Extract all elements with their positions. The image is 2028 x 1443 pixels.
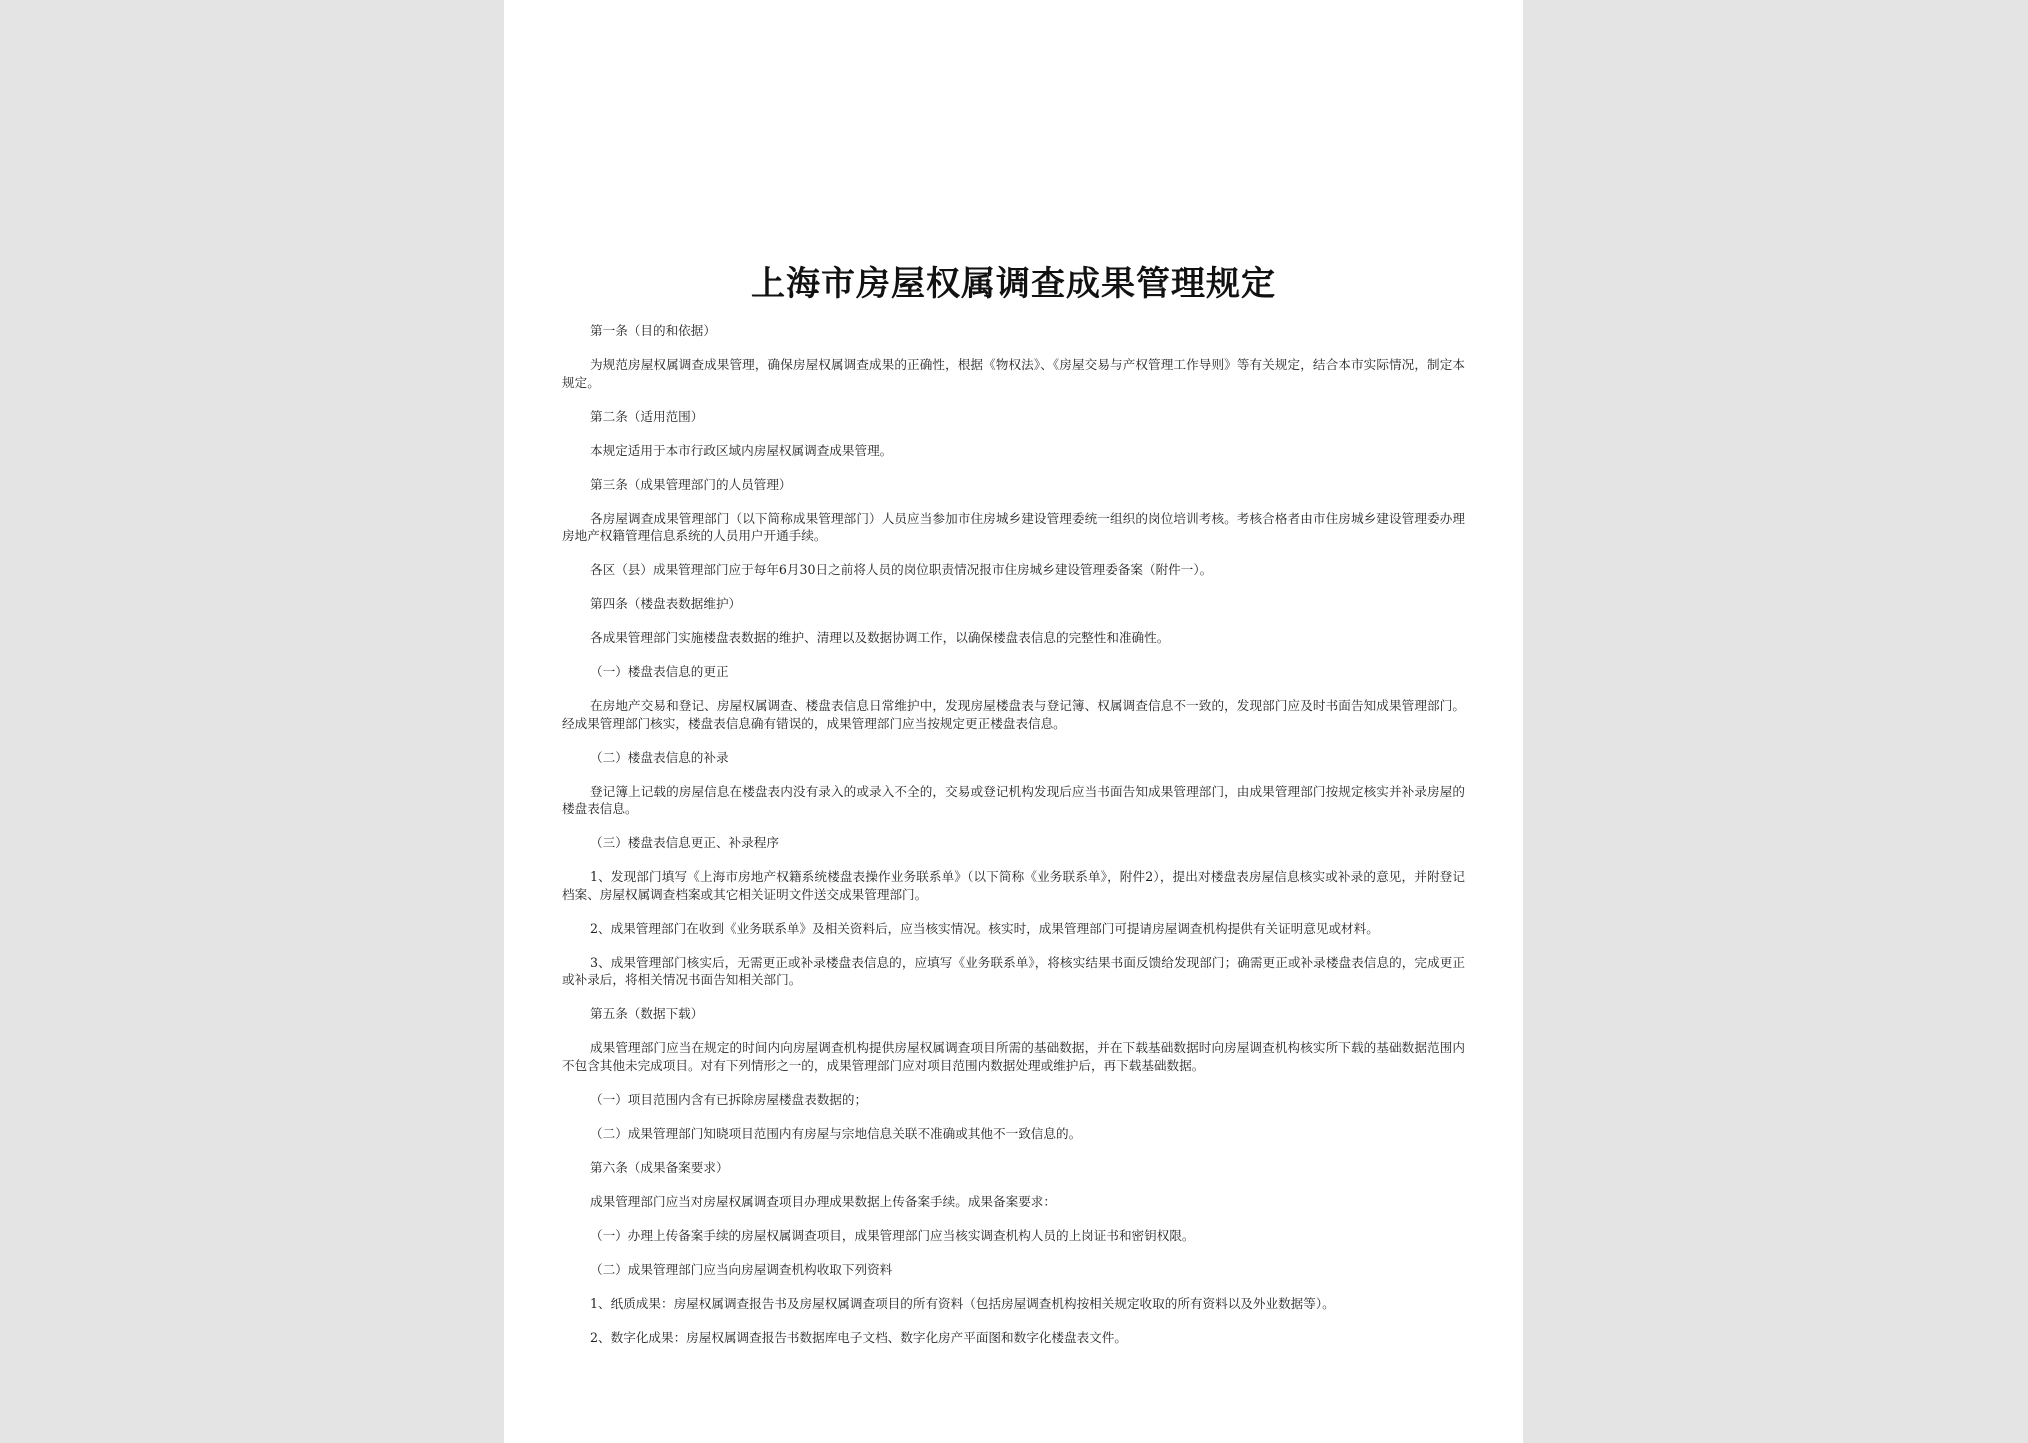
paragraph: （二）成果管理部门知晓项目范围内有房屋与宗地信息关联不准确或其他不一致信息的。 — [590, 1125, 1082, 1141]
paragraph-spacer — [562, 459, 1465, 476]
paragraph-spacer — [562, 1210, 1465, 1227]
paragraph-spacer — [562, 1244, 1465, 1261]
section-heading: （三）楼盘表信息更正、补录程序 — [590, 835, 779, 850]
paragraph-spacer — [562, 852, 1465, 869]
paragraph-spacer — [562, 1074, 1465, 1091]
paragraph-spacer — [562, 681, 1465, 698]
paragraph: 3、成果管理部门核实后，无需更正或补录楼盘表信息的，应填写《业务联系单》，将核实结果书面反馈给发现部门；确需更正或补录楼盘表信息的，完成更正或补录后，将相关情况书面告知相关部门。 — [562, 954, 1465, 987]
paragraph: 2、数字化成果：房屋权属调查报告书数据库电子文档、数字化房产平面图和数字化楼盘表文件。 — [590, 1329, 1127, 1345]
paragraph-spacer — [562, 647, 1465, 664]
paragraph: 登记簿上记载的房屋信息在楼盘表内没有录入的或录入不全的，交易或登记机构发现后应当书面告知成果管理部门，由成果管理部门按规定核实并补录房屋的楼盘表信息。 — [562, 783, 1465, 816]
paragraph-spacer — [562, 340, 1465, 357]
paragraph-spacer — [562, 1176, 1465, 1193]
paragraph-spacer — [562, 579, 1465, 596]
paragraph-spacer — [562, 1278, 1465, 1295]
paragraph: 各房屋调查成果管理部门（以下简称成果管理部门）人员应当参加市住房城乡建设管理委统一组织的岗位培训考核。考核合格者由市住房城乡建设管理委办理房地产权籍管理信息系统的人员用户开通手续。 — [562, 510, 1465, 543]
paragraph: （一）项目范围内含有已拆除房屋楼盘表数据的； — [590, 1091, 868, 1107]
paragraph-spacer — [562, 493, 1465, 510]
section-heading: （一）楼盘表信息的更正 — [590, 664, 729, 679]
section-heading: 第四条（楼盘表数据维护） — [590, 596, 742, 611]
paragraph-spacer — [562, 1023, 1465, 1040]
paragraph: （二）成果管理部门应当向房屋调查机构收取下列资料 — [590, 1261, 893, 1277]
paragraph: 成果管理部门应当对房屋权属调查项目办理成果数据上传备案手续。成果备案要求： — [590, 1193, 1056, 1209]
document-page — [504, 0, 1523, 1443]
section-heading: 第五条（数据下载） — [590, 1006, 704, 1021]
paragraph-spacer — [562, 732, 1465, 749]
section-heading: 第一条（目的和依据） — [590, 323, 716, 338]
paragraph-spacer — [562, 1346, 1465, 1363]
paragraph: 1、发现部门填写《上海市房地产权籍系统楼盘表操作业务联系单》（以下简称《业务联系单》，附件2），提出对楼盘表房屋信息核实或补录的意见，并附登记档案、房屋权属调查档案或其它相关证明文件送交成果管理部门。 — [562, 869, 1465, 902]
document-body — [562, 322, 1465, 1363]
section-heading: （二）楼盘表信息的补录 — [590, 749, 729, 765]
paragraph-spacer — [562, 989, 1465, 1006]
paragraph-spacer — [562, 391, 1465, 408]
paragraph: 为规范房屋权属调查成果管理，确保房屋权属调查成果的正确性，根据《物权法》、《房屋交易与产权管理工作导则》等有关规定，结合本市实际情况，制定本规定。 — [562, 357, 1465, 390]
section-heading: 第六条（成果备案要求） — [590, 1159, 729, 1175]
paragraph-spacer — [562, 1142, 1465, 1159]
paragraph: 1、纸质成果：房屋权属调查报告书及房屋权属调查项目的所有资料（包括房屋调查机构按相关规定收取的所有资料以及外业数据等）。 — [590, 1295, 1335, 1311]
paragraph: 各区（县）成果管理部门应于每年6月30日之前将人员的岗位职责情况报市住房城乡建设管理委备案（附件一）。 — [590, 562, 1213, 577]
section-heading: 第二条（适用范围） — [590, 408, 704, 424]
paragraph: 本规定适用于本市行政区域内房屋权属调查成果管理。 — [590, 442, 893, 458]
paragraph-spacer — [562, 1312, 1465, 1329]
section-heading: 第三条（成果管理部门的人员管理） — [590, 476, 792, 492]
paragraph: （一）办理上传备案手续的房屋权属调查项目，成果管理部门应当核实调查机构人员的上岗证书和密钥权限。 — [590, 1227, 1195, 1243]
document-title: 上海市房屋权属调查成果管理规定 — [751, 264, 1276, 304]
paragraph: 2、成果管理部门在收到《业务联系单》及相关资料后，应当核实情况。核实时，成果管理部门可提请房屋调查机构提供有关证明意见或材料。 — [590, 920, 1379, 936]
paragraph: 各成果管理部门实施楼盘表数据的维护、清理以及数据协调工作，以确保楼盘表信息的完整性和准确性。 — [590, 630, 1170, 645]
paragraph-spacer — [562, 937, 1465, 954]
paragraph-spacer — [562, 545, 1465, 562]
paragraph-spacer — [562, 903, 1465, 920]
paragraph-spacer — [562, 425, 1465, 442]
paragraph-spacer — [562, 613, 1465, 630]
paragraph-spacer — [562, 1108, 1465, 1125]
paragraph: 成果管理部门应当在规定的时间内向房屋调查机构提供房屋权属调查项目所需的基础数据，并在下载基础数据时向房屋调查机构核实所下载的基础数据范围内不包含其他未完成项目。对有下列情形之一的，成果管理部门应对项目范围内数据处理或维护后，再下载基础数据。 — [562, 1040, 1465, 1073]
paragraph-spacer — [562, 818, 1465, 835]
paragraph: 在房地产交易和登记、房屋权属调查、楼盘表信息日常维护中，发现房屋楼盘表与登记簿、权属调查信息不一致的，发现部门应及时书面告知成果管理部门。经成果管理部门核实，楼盘表信息确有错误的，成果管理部门应当按规定更正楼盘表信息。 — [562, 698, 1465, 731]
paragraph-spacer — [562, 766, 1465, 783]
